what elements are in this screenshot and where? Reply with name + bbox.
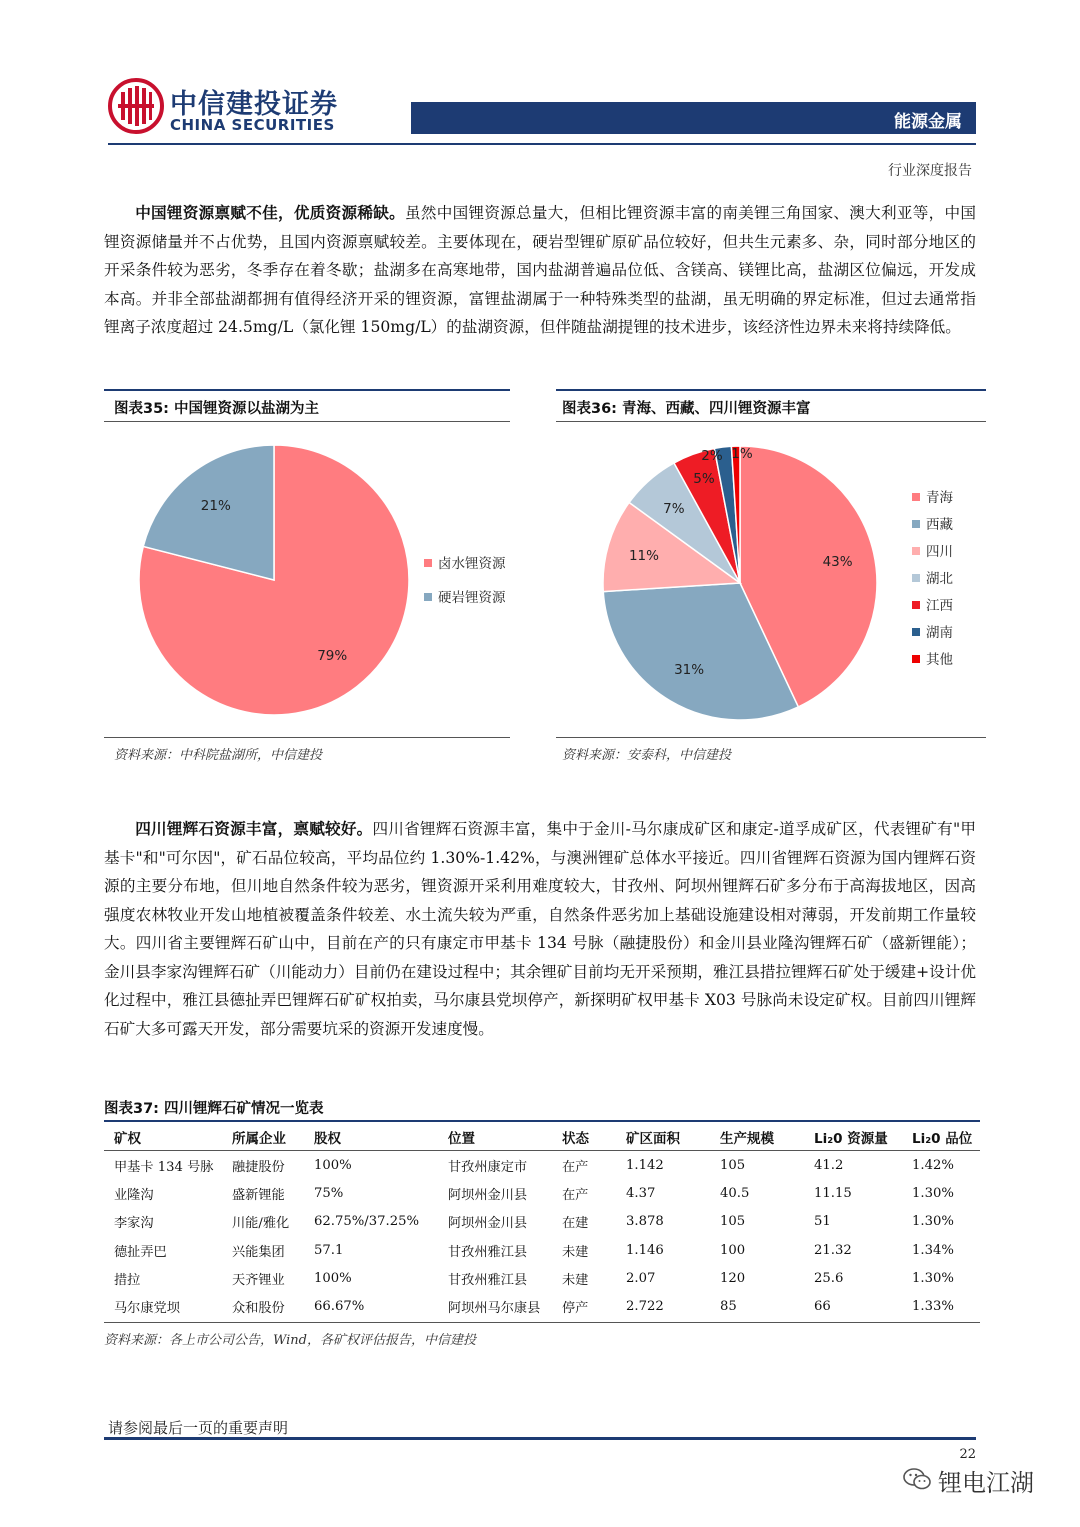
legend-swatch-1	[424, 593, 432, 601]
cell-company: 川能/雅化	[232, 1216, 290, 1232]
cell-capacity: 100	[720, 1242, 746, 1258]
table-row	[104, 1179, 980, 1207]
brand-name-en: CHINA SECURITIES	[170, 116, 335, 134]
data-label-4: 5%	[693, 471, 715, 487]
table-row	[104, 1151, 980, 1180]
legend-label-1: 西藏	[926, 517, 953, 533]
cell-status: 未建	[562, 1272, 589, 1288]
cell-capacity: 105	[720, 1157, 746, 1173]
cell-grade: 1.42%	[912, 1157, 954, 1173]
data-label-6: 1%	[731, 446, 753, 462]
table-header-row	[104, 1124, 980, 1151]
legend-swatch-5	[912, 628, 920, 636]
table37-source: 资料来源：各上市公司公告，Wind，各矿权评估报告，中信建投	[104, 1333, 476, 1348]
sichuan-spodumene-table	[104, 1124, 980, 1321]
cell-resource: 21.32	[814, 1242, 852, 1258]
paragraph-sichuan-spodumene	[104, 815, 976, 1043]
legend-swatch-3	[912, 574, 920, 582]
col-header-company: 所属企业	[232, 1131, 286, 1147]
col-header-location: 位置	[448, 1131, 475, 1147]
fig36-bottom-rule	[556, 737, 986, 738]
legend-label-2: 四川	[926, 544, 953, 560]
cell-mine: 李家沟	[114, 1216, 154, 1232]
legend-swatch-1	[912, 520, 920, 528]
cell-location: 阿坝州马尔康县	[448, 1301, 541, 1317]
col-header-equity: 股权	[314, 1131, 341, 1147]
data-label-3: 7%	[663, 500, 685, 517]
cell-area: 2.722	[626, 1299, 664, 1315]
cell-company: 盛新锂能	[232, 1187, 285, 1203]
header-divider	[108, 143, 976, 145]
cell-company: 融捷股份	[232, 1159, 285, 1175]
cell-mine: 甲基卡 134 号脉	[114, 1159, 214, 1175]
data-label-0: 43%	[822, 554, 853, 571]
fig36-pie-chart	[556, 425, 986, 735]
legend-swatch-0	[424, 559, 432, 567]
cell-area: 1.146	[626, 1242, 664, 1258]
cell-location: 甘孜州雅江县	[448, 1272, 528, 1288]
col-header-area: 矿区面积	[626, 1131, 680, 1147]
legend-label-6: 其他	[926, 652, 953, 668]
legend-label-5: 湖南	[926, 625, 953, 641]
fig35-bottom-rule	[104, 737, 510, 738]
cell-area: 4.37	[626, 1185, 656, 1201]
data-label-0: 79%	[317, 648, 348, 665]
cell-capacity: 85	[720, 1299, 737, 1315]
col-header-li2o-resource: Li₂0 资源量	[814, 1131, 888, 1147]
watermark-text: 锂电江湖	[938, 1469, 1034, 1497]
china-securities-logo-icon	[108, 78, 164, 134]
cell-mine: 德扯弄巴	[114, 1244, 167, 1260]
cell-resource: 51	[814, 1214, 831, 1230]
cell-area: 2.07	[626, 1270, 656, 1286]
cell-resource: 25.6	[814, 1270, 844, 1286]
fig35-pie-chart	[104, 425, 510, 735]
table-row	[104, 1292, 980, 1320]
cell-capacity: 120	[720, 1270, 746, 1286]
legend-label-0: 青海	[926, 490, 953, 506]
brand-name-cn: 中信建投证券	[170, 89, 338, 120]
data-label-2: 11%	[628, 548, 659, 565]
cell-equity: 100%	[314, 1270, 352, 1286]
col-header-li2o-grade: Li₂0 品位	[912, 1131, 973, 1147]
report-type: 行业深度报告	[888, 163, 972, 179]
cell-area: 3.878	[626, 1214, 664, 1230]
cell-location: 甘孜州雅江县	[448, 1244, 528, 1260]
cell-status: 停产	[562, 1301, 589, 1317]
page-number: 22	[959, 1447, 976, 1462]
fig36-top-rule	[556, 389, 986, 391]
cell-company: 兴能集团	[232, 1244, 285, 1260]
cell-grade: 1.30%	[912, 1185, 954, 1201]
cell-mine: 马尔康党坝	[114, 1301, 180, 1317]
legend-label-1: 硬岩锂资源	[438, 590, 506, 606]
cell-capacity: 40.5	[720, 1185, 750, 1201]
cell-resource: 41.2	[814, 1157, 844, 1173]
table37-title: 图表37: 四川锂辉石矿情况一览表	[104, 1101, 324, 1117]
fig36-title-rule	[556, 421, 986, 422]
table-row	[104, 1236, 980, 1264]
data-label-5: 2%	[701, 448, 723, 464]
fig36-source: 资料来源：安泰科，中信建投	[562, 748, 732, 763]
legend-swatch-0	[912, 493, 920, 501]
cell-company: 天齐锂业	[232, 1272, 285, 1288]
cell-status: 在产	[562, 1187, 589, 1203]
cell-status: 在建	[562, 1216, 589, 1232]
cell-capacity: 105	[720, 1214, 746, 1230]
fig35-title-rule	[104, 421, 510, 422]
wechat-icon	[902, 1466, 932, 1492]
fig35-title: 图表35: 中国锂资源以盐湖为主	[114, 401, 320, 417]
cell-equity: 57.1	[314, 1242, 344, 1258]
legend-label-3: 湖北	[926, 571, 953, 587]
cell-resource: 66	[814, 1299, 831, 1315]
fig36-title: 图表36: 青海、西藏、四川锂资源丰富	[562, 401, 811, 417]
cell-location: 阿坝州金川县	[448, 1216, 528, 1232]
paragraph-body: 虽然中国锂资源总量大，但相比锂资源丰富的南美锂三角国家、澳大利亚等，中国锂资源储量并不占优势，且国内资源禀赋较差。主要体现在，硬岩型锂矿原矿品位较好，但共生元素多、杂，同时部分地区的开采条件较为恶劣，冬季存在着冬歇；盐湖多在高寒地带，国内盐湖普遍品位低、含镁高、镁锂比高，盐湖区位偏远，开发成本高。并非全部盐湖都拥有值得经济开采的锂资源，富锂盐湖属于一种特殊类型的盐湖，虽无明确的界定标准，但过去通常指锂离子浓度超过 24.5mg/L（氯化锂 150mg/L）的盐湖资源，但伴随盐湖提锂的技术进步，该经济性边界未来将持续降低。	[104, 204, 976, 336]
cell-grade: 1.30%	[912, 1270, 954, 1286]
data-label-1: 31%	[674, 662, 705, 679]
legend-label-0: 卤水锂资源	[438, 556, 506, 572]
cell-resource: 11.15	[814, 1185, 852, 1201]
table37-bottom-rule	[104, 1322, 980, 1323]
paragraph-body: 四川省锂辉石资源丰富，集中于金川-马尔康成矿区和康定-道孚成矿区，代表锂矿有"甲基卡"和"可尔因"，矿石品位较高，平均品位约 1.30%-1.42%，与澳洲锂矿总体水平接近。四川省锂辉石资源为国内锂辉石资源的主要分布地，但川地自然条件较为恶劣，锂资源开采利用难度较大，甘孜州、阿坝州锂辉石矿多分布于高海拔地区，因高强度农林牧业开发山地植被覆盖条件较差、水土流失较为严重，自然条件恶劣加上基础设施建设相对薄弱，开发前期工作量较大。四川省主要锂辉石矿山中，目前在产的只有康定市甲基卡 134 号脉（融捷股份）和金川县业隆沟锂辉石矿（盛新锂能）；金川县李家沟锂辉石矿（川能动力）目前仍在建设过程中；其余锂矿目前均无开采预期，雅江县措拉锂辉石矿处于缓建+设计优化过程中，雅江县德扯弄巴锂辉石矿矿权拍卖，马尔康县党坝停产，新探明矿权甲基卡 X03 号脉尚未设定矿权。目前四川锂辉石矿大多可露天开发，部分需要坑采的资源开发速度慢。	[104, 820, 976, 1038]
cell-grade: 1.30%	[912, 1214, 954, 1230]
cell-area: 1.142	[626, 1157, 664, 1173]
cell-grade: 1.34%	[912, 1242, 954, 1258]
legend-label-4: 江西	[926, 598, 953, 614]
footer-divider	[104, 1437, 976, 1440]
cell-location: 甘孜州康定市	[448, 1159, 528, 1175]
cell-equity: 75%	[314, 1185, 344, 1201]
table37-top-rule	[104, 1120, 980, 1122]
col-header-mine: 矿权	[114, 1131, 141, 1147]
cell-equity: 66.67%	[314, 1299, 365, 1315]
cell-company: 众和股份	[232, 1301, 285, 1317]
cell-mine: 业隆沟	[114, 1187, 154, 1203]
table-row	[104, 1208, 980, 1236]
cell-equity: 62.75%/37.25%	[314, 1214, 420, 1230]
cell-status: 在产	[562, 1159, 589, 1175]
paragraph-lead: 四川锂辉石资源丰富，禀赋较好。	[135, 820, 373, 838]
legend-swatch-2	[912, 547, 920, 555]
cell-location: 阿坝州金川县	[448, 1187, 528, 1203]
cell-status: 未建	[562, 1244, 589, 1260]
disclaimer-note: 请参阅最后一页的重要声明	[108, 1419, 289, 1437]
data-label-1: 21%	[200, 497, 231, 514]
col-header-status: 状态	[562, 1131, 589, 1147]
cell-grade: 1.33%	[912, 1299, 954, 1315]
section-label: 能源金属	[894, 112, 962, 132]
cell-equity: 100%	[314, 1157, 352, 1173]
section-banner	[411, 102, 976, 134]
col-header-capacity: 生产规模	[720, 1131, 774, 1147]
paragraph-lithium-resources	[104, 199, 976, 342]
table-row	[104, 1264, 980, 1292]
legend-swatch-6	[912, 655, 920, 663]
fig35-source: 资料来源：中科院盐湖所，中信建投	[114, 748, 323, 763]
paragraph-lead: 中国锂资源禀赋不佳，优质资源稀缺。	[135, 204, 405, 222]
legend-swatch-4	[912, 601, 920, 609]
cell-mine: 措拉	[114, 1272, 141, 1288]
fig35-top-rule	[104, 389, 510, 391]
